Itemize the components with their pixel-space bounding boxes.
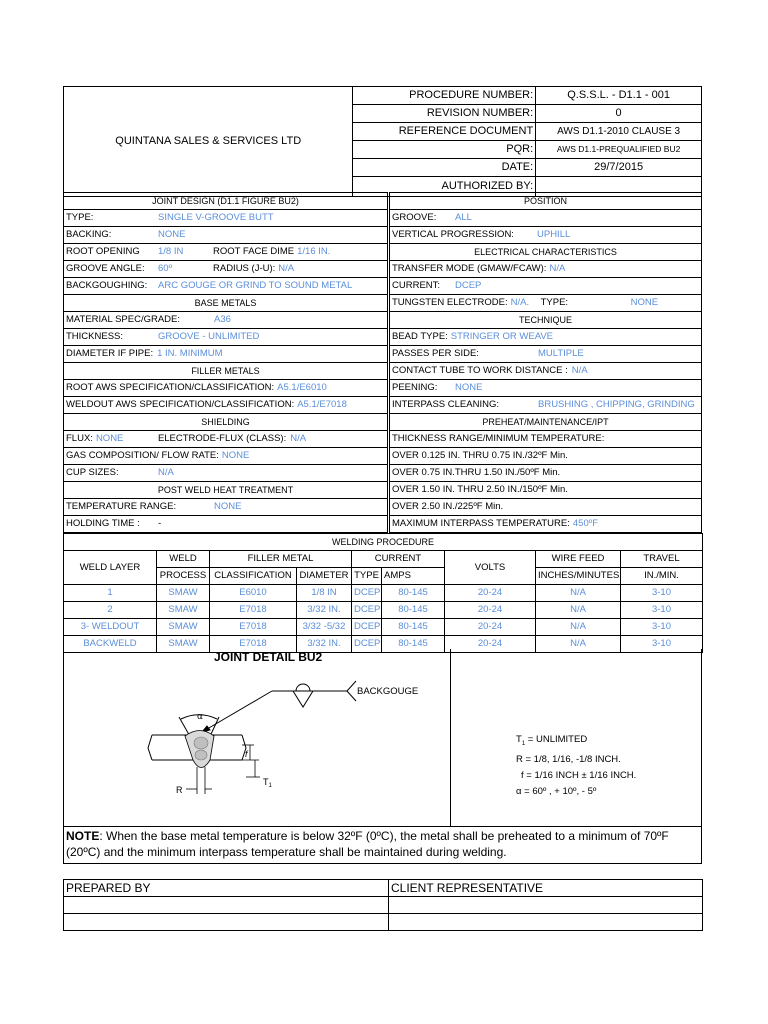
right-spec-table [389, 192, 702, 533]
amps-cell: 80-145 [382, 585, 445, 602]
welding-procedure-row [64, 602, 703, 619]
authorized-by-label: AUTHORIZED BY: [353, 177, 536, 197]
client-representative-label: CLIENT REPRESENTATIVE [389, 880, 703, 897]
thickness-range-row: THICKNESS RANGE/MINIMUM TEMPERATURE: [390, 431, 702, 448]
process-cell: SMAW [157, 602, 210, 619]
current-row [390, 278, 702, 295]
diameter-cell: 3/32 IN. [297, 602, 352, 619]
signature-table [63, 879, 703, 931]
joint-type-row [64, 210, 388, 227]
electrical-heading: ELECTRICAL CHARACTERISTICS [390, 244, 702, 261]
prepared-by-signature-field[interactable] [64, 897, 389, 914]
backgouging-row [64, 278, 388, 295]
passes-per-side-value: MULTIPLE [538, 348, 584, 359]
procedure-number-value: Q.S.S.L. - D1.1 - 001 [536, 87, 702, 105]
welding-procedure-row [64, 619, 703, 636]
inches-minutes-header: INCHES/MINUTES [536, 568, 621, 585]
welding-procedure-rows [64, 585, 703, 653]
vertical-progression-value: UPHILL [537, 229, 571, 240]
interpass-cleaning-label: INTERPASS CLEANING: [392, 399, 499, 410]
note-label: NOTE [66, 829, 100, 843]
wire-feed-header: WIRE FEED [536, 551, 621, 568]
r-parameter: R = 1/8, 1/16, -1/8 INCH. [516, 753, 621, 765]
company-name: QUINTANA SALES & SERVICES LTD [64, 87, 353, 197]
alpha-parameter: α = 60º , + 10º, - 5º [516, 785, 597, 797]
cup-sizes-row [64, 465, 388, 482]
classification-cell: E7018 [210, 619, 297, 636]
type-header: TYPE [352, 568, 382, 585]
revision-number-label: REVISION NUMBER: [353, 105, 536, 123]
joint-detail-divider [450, 649, 451, 826]
vertical-progression-label: VERTICAL PROGRESSION: [392, 229, 514, 240]
weld-layer-header: WELD LAYER [64, 551, 157, 585]
backgouging-value: ARC GOUGE OR GRIND TO SOUND METAL [158, 280, 353, 291]
date-label: DATE: [353, 159, 536, 177]
process-cell: SMAW [157, 636, 210, 653]
backing-row [64, 227, 388, 244]
tungsten-row [390, 295, 702, 312]
tungsten-type-value: NONE [630, 297, 659, 308]
holding-time-label: HOLDING TIME : [66, 518, 140, 529]
weld-layer-cell: BACKWELD [64, 636, 157, 653]
volts-cell: 20-24 [445, 585, 536, 602]
gas-label: GAS COMPOSITION/ FLOW RATE: [66, 450, 219, 461]
material-spec-label: MATERIAL SPEC/GRADE: [66, 314, 181, 325]
weld-symbol-arrow-line [202, 691, 272, 732]
reference-document-value: AWS D1.1-2010 CLAUSE 3 [536, 123, 702, 141]
thickness-label: THICKNESS: [66, 331, 124, 342]
filler-metal-header: FILLER METAL [210, 551, 352, 568]
header-table [63, 86, 702, 197]
current-header: CURRENT [352, 551, 445, 568]
electrode-flux-label: ELECTRODE-FLUX (CLASS): [157, 433, 287, 444]
prepared-by-label: PREPARED BY [64, 880, 389, 897]
type-cell: DCEP [352, 636, 382, 653]
cup-sizes-label: CUP SIZES: [66, 467, 119, 478]
wire-feed-cell: N/A [536, 619, 621, 636]
groove-position-label: GROOVE: [392, 212, 437, 223]
t1-label: $T_1$ [263, 777, 272, 789]
diameter-row [64, 346, 388, 363]
preheat-line: OVER 0.125 IN. THRU 0.75 IN./32ºF Min. [390, 448, 702, 465]
preheat-heading: PREHEAT/MAINTENANCE/IPT [390, 414, 702, 431]
amps-cell: 80-145 [382, 602, 445, 619]
ctwd-row [390, 363, 702, 380]
preheat-line: OVER 0.75 IN.THRU 1.50 IN./50ºF Min. [390, 465, 702, 482]
root-opening-row [64, 244, 388, 261]
diameter-cell: 3/32 -5/32 [297, 619, 352, 636]
pqr-label: PQR: [353, 141, 536, 159]
reference-document-label: REFERENCE DOCUMENT [353, 123, 536, 141]
date-value: 29/7/2015 [536, 159, 702, 177]
transfer-mode-row [390, 261, 702, 278]
in-min-header: IN./MIN. [621, 568, 703, 585]
interpass-cleaning-row [390, 397, 702, 414]
temperature-range-value: NONE [214, 501, 242, 512]
shielding-heading: SHIELDING [64, 414, 388, 431]
pwht-heading: POST WELD HEAT TREATMENT [64, 482, 388, 499]
volts-cell: 20-24 [445, 602, 536, 619]
interpass-cleaning-value: BRUSHING , CHIPPING, GRINDING [538, 399, 695, 410]
tungsten-label: TUNGSTEN ELECTRODE: [392, 297, 508, 308]
note-section [63, 827, 702, 864]
cup-sizes-value: N/A [158, 467, 174, 478]
left-spec-table [63, 192, 388, 533]
weld-layer-cell: 2 [64, 602, 157, 619]
amps-cell: 80-145 [382, 636, 445, 653]
weldout-aws-value: A5.1/E7018 [297, 399, 347, 410]
position-heading: POSITION [390, 193, 702, 210]
volts-cell: 20-24 [445, 619, 536, 636]
joint-type-value: SINGLE V-GROOVE BUTT [158, 212, 274, 223]
root-aws-row [64, 380, 388, 397]
material-spec-value: A36 [214, 314, 231, 325]
alpha-label: α [197, 712, 203, 722]
ctwd-value: N/A [571, 365, 588, 376]
joint-design-heading: JOINT DESIGN (D1.1 FIGURE BU2) [64, 193, 388, 210]
root-opening-label: ROOT OPENING [66, 246, 140, 257]
holding-time-value: - [158, 518, 162, 529]
backing-label: BACKING: [66, 229, 112, 240]
travel-header: TRAVEL [621, 551, 703, 568]
travel-cell: 3-10 [621, 619, 703, 636]
backgouging-label: BACKGOUGHING: [66, 280, 148, 291]
gas-row [64, 448, 388, 465]
radius-value: N/A [278, 263, 295, 274]
bead-type-value: STRINGER OR WEAVE [450, 331, 554, 342]
welding-procedure-table [63, 533, 703, 653]
welding-procedure-row [64, 585, 703, 602]
volts-cell: 20-24 [445, 636, 536, 653]
process-cell: SMAW [157, 619, 210, 636]
vertical-progression-row [390, 227, 702, 244]
base-metals-heading: BASE METALS [64, 295, 388, 312]
temperature-range-row [64, 499, 388, 516]
max-interpass-value: 450ºF [572, 518, 599, 529]
classification-cell: E7018 [210, 636, 297, 653]
bead-type-row [390, 329, 702, 346]
travel-cell: 3-10 [621, 636, 703, 653]
diameter-label: DIAMETER IF PIPE: [66, 348, 154, 359]
peening-label: PEENING: [392, 382, 438, 393]
f-parameter: f = 1/16 INCH ± 1/16 INCH. [521, 769, 637, 781]
transfer-mode-label: TRANSFER MODE (GMAW/FCAW): [392, 263, 547, 274]
pqr-value: AWS D1.1-PREQUALIFIED BU2 [536, 141, 702, 159]
preheat-line: OVER 1.50 IN. THRU 2.50 IN./150ºF Min. [390, 482, 702, 499]
volts-header: VOLTS [445, 551, 536, 585]
process-cell: SMAW [157, 585, 210, 602]
type-cell: DCEP [352, 585, 382, 602]
radius-label: RADIUS (J-U): [213, 263, 276, 274]
joint-detail-section [63, 649, 702, 827]
travel-cell: 3-10 [621, 602, 703, 619]
preheat-line: OVER 2.50 IN./225ºF Min. [390, 499, 702, 516]
weld-layer-cell: 3- WELDOUT [64, 619, 157, 636]
root-face-label: ROOT FACE DIME [213, 246, 295, 257]
material-spec-row [64, 312, 388, 329]
diameter-cell: 3/32 IN. [297, 636, 352, 653]
weld-symbol-v-groove [293, 691, 313, 707]
prepared-by-date-field[interactable] [64, 914, 389, 931]
flux-label: FLUX: [66, 433, 93, 444]
t1-parameter: $T_1$ = UNLIMITED [516, 734, 588, 747]
procedure-number-label: PROCEDURE NUMBER: [353, 87, 536, 105]
amps-cell: 80-145 [382, 619, 445, 636]
note-text: : When the base metal temperature is below 32ºF (0ºC), the metal shall be preheated to a minimum of 70ºF (20ºC) and the minimum interpass temperature shall be maintained during welding. [66, 829, 669, 859]
groove-position-value: ALL [455, 212, 472, 223]
wire-feed-cell: N/A [536, 585, 621, 602]
groove-angle-row [64, 261, 388, 278]
joint-parameters [516, 732, 636, 800]
electrode-flux-value: N/A [290, 433, 307, 444]
process-header: PROCESS [157, 568, 210, 585]
root-aws-value: A5.1/E6010 [277, 382, 327, 393]
thickness-row [64, 329, 388, 346]
type-cell: DCEP [352, 602, 382, 619]
tungsten-type-label: TYPE: [540, 297, 569, 308]
joint-detail-title: JOINT DETAIL BU2 [214, 650, 323, 664]
diameter-value: 1 IN. MINIMUM [157, 348, 223, 359]
flux-row [64, 431, 388, 448]
gas-value: NONE [221, 450, 250, 461]
backgouge-label: BACKGOUGE [357, 686, 419, 697]
filler-metals-heading: FILLER METALS [64, 363, 388, 380]
travel-cell: 3-10 [621, 585, 703, 602]
r-label: R [176, 785, 183, 795]
groove-angle-label: GROOVE ANGLE: [66, 263, 145, 274]
root-aws-label: ROOT AWS SPECIFICATION/CLASSIFICATION: [66, 382, 275, 393]
revision-number-value: 0 [536, 105, 702, 123]
classification-cell: E6010 [210, 585, 297, 602]
tungsten-value: N/A. [510, 297, 530, 308]
weld-layer-cell: 1 [64, 585, 157, 602]
bead-type-label: BEAD TYPE: [392, 331, 448, 342]
classification-header: CLASSIFICATION [210, 568, 297, 585]
passes-per-side-row [390, 346, 702, 363]
flux-value: NONE [95, 433, 124, 444]
max-interpass-row [390, 516, 702, 533]
temperature-range-label: TEMPERATURE RANGE: [66, 501, 177, 512]
client-representative-signature-field[interactable] [389, 897, 703, 914]
peening-row [390, 380, 702, 397]
diameter-cell: 1/8 IN [297, 585, 352, 602]
passes-per-side-label: PASSES PER SIDE: [392, 348, 479, 359]
type-cell: DCEP [352, 619, 382, 636]
current-value: DCEP [455, 280, 482, 291]
welding-procedure-heading: WELDING PROCEDURE [64, 534, 703, 551]
weldout-aws-label: WELDOUT AWS SPECIFICATION/CLASSIFICATION: [66, 399, 295, 410]
groove-angle-value: 60º [158, 263, 173, 274]
holding-time-row [64, 516, 388, 533]
root-face-value: 1/16 IN. [297, 246, 331, 257]
backing-value: NONE [158, 229, 186, 240]
peening-value: NONE [455, 382, 483, 393]
thickness-value: GROOVE - UNLIMITED [158, 331, 260, 342]
max-interpass-label: MAXIMUM INTERPASS TEMPERATURE: [392, 518, 570, 529]
classification-cell: E7018 [210, 602, 297, 619]
wire-feed-cell: N/A [536, 636, 621, 653]
root-opening-value: 1/8 IN [158, 246, 184, 257]
weld-header: WELD [157, 551, 210, 568]
joint-type-label: TYPE: [66, 212, 94, 223]
ctwd-label: CONTACT TUBE TO WORK DISTANCE : [392, 365, 568, 376]
wire-feed-cell: N/A [536, 602, 621, 619]
client-representative-date-field[interactable] [389, 914, 703, 931]
diameter-header: DIAMETER [297, 568, 352, 585]
weld-symbol-backgouge-arc [296, 684, 310, 691]
joint-detail-drawing [64, 657, 444, 827]
amps-header: AMPS [382, 568, 445, 585]
transfer-mode-value: N/A [549, 263, 566, 274]
technique-heading: TECHNIQUE [390, 312, 702, 329]
f-label: f [245, 749, 248, 759]
current-label: CURRENT: [392, 280, 441, 291]
groove-position-row [390, 210, 702, 227]
weldout-aws-row [64, 397, 388, 414]
